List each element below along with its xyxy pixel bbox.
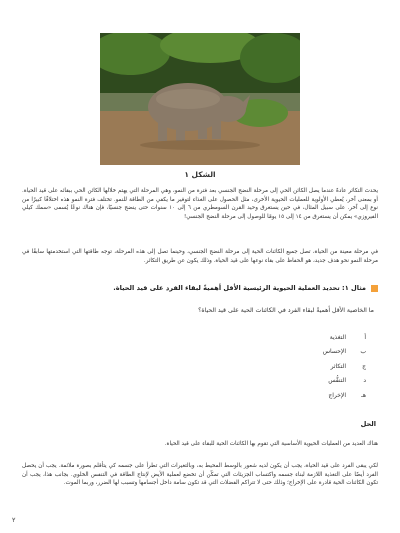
options-list [246,330,366,403]
option-text: التكاثر [330,362,346,370]
solution-heading: الحل [360,420,376,428]
option-letter: ب [360,348,366,356]
page-number: ٢ [12,516,16,524]
option-text: التنفُّس [328,377,346,385]
option-d[interactable] [246,374,366,389]
option-letter: أ [364,333,366,341]
option-letter: هـ [361,391,366,399]
option-c[interactable] [246,359,366,374]
second-paragraph: في مرحلة معينة من الحياة، تصل جميع الكائنات الحية إلى مرحلة النضج الجنسي، وحينما تصل إلى هذه المرحلة، توجه طاقتها التي استخدمتها سابقًا في مرحلة النمو نحو هدف جديد، هو الحفاظ على بقاء نوعها على قيد الحياة. وذلك يكون عن طريق التكاثر. [22,249,378,264]
solution-paragraph-2: لكي يبقى الفرد على قيد الحياة، يجب أن يكون لديه شعور بالوسط المحيط به، وبالتغيرات التي تطرأ على جسمه كي يتأقلم بصورة ملائمة. يجب أن يحصل الفرد أيضًا على التغذية اللازمة لبناء جسمه واكتساب الجزيئات التي تمكّن أن تخضع لعملية الأيض لإنتاج الطاقة في التنفس الخلوي. بجانب هذا، يجب أن تكون الكائنات الحية قادرة على الإخراج؛ وذلك حتى لا تتراكم الفضلات التي قد تكون سامة داخل أجسامها وتسبب لها الضرر، وربما الموت. [22,463,378,487]
option-e[interactable] [246,388,366,403]
rhino-illustration [100,33,300,165]
figure-caption: الشكل ١ [184,170,216,179]
rhino-photo [100,33,300,165]
orange-square-icon [371,285,378,292]
option-b[interactable] [246,345,366,360]
option-letter: د [363,377,366,385]
solution-paragraph-1: هناك العديد من العمليات الحيوية الأساسية التي تقوم بها الكائنات الحية للبقاء على قيد الحياة. [164,441,378,447]
option-text: الإخراج [328,391,346,399]
option-text: الإحساس [322,348,346,356]
question-text: ما الخاصية الأقل أهميةً لبقاء الفرد في الكائنات الحية على قيد الحياة؟ [198,307,374,314]
option-text: التغذية [329,333,346,341]
intro-paragraph: يحدث التكاثر عادةً عندما يصل الكائن الحي إلى مرحلة النضج الجنسي بعد فترة من النمو، وهي المرحلة التي يهتم خلالها الكائن الحي ببقائه على قيد الحياة. أو بمعنى آخر، يُعطي الأولوية للعمليات الحيوية الأخرى، مثل الحصول على الغذاء لتوفير ما يكفي من الطاقة للنمو. تختلف فترة النمو هذه اختلافًا كبيرًا من نوع إلى آخر. على سبيل المثال، في حين يستغرق وحيد القرن السومطري من ٦ إلى ١٠ سنوات حتى ينضج جنسيًا، فإن هناك نوعًا يُسمى «سمك كيلي الفيروزي» يمكن أن يستغرق من ١٤ إلى ١٥ يومًا للوصول إلى مرحلة النضج الجنسي! [22,188,378,220]
example-label: مثال ١: تحديد العملية الحيوية الرئيسية الأقل أهميةً لبقاء الفرد على قيد الحياة. [113,284,366,292]
option-a[interactable] [246,330,366,345]
example-heading [22,284,378,292]
option-letter: ج [362,362,366,370]
